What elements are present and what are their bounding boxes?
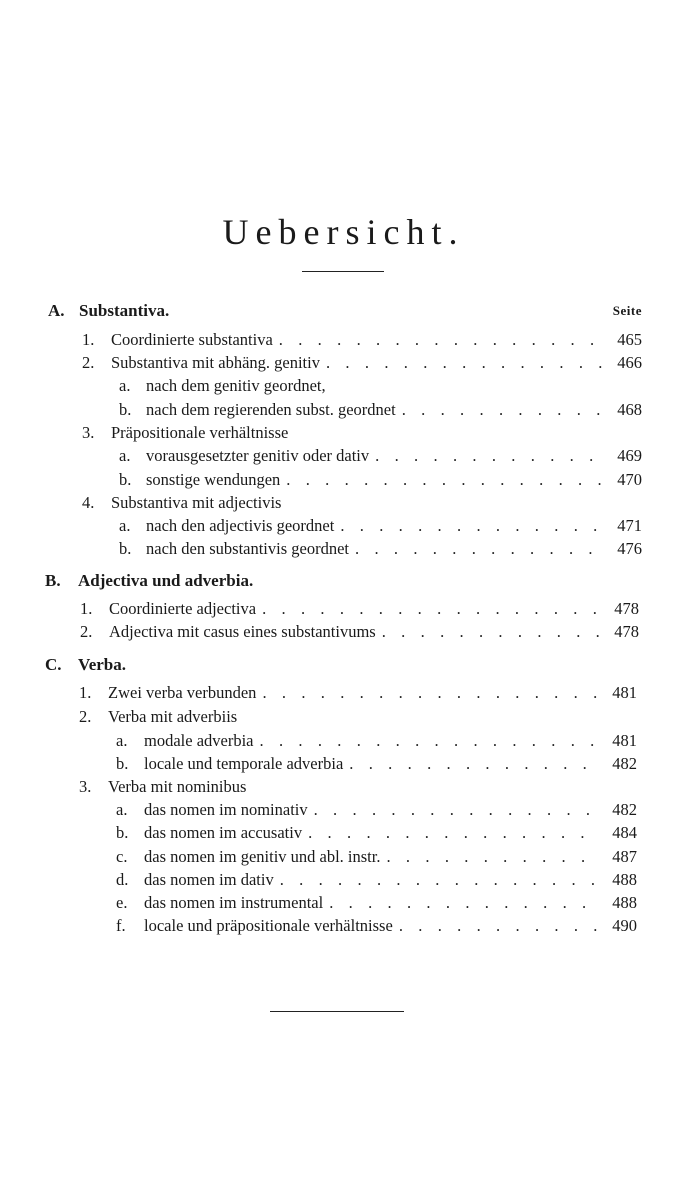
- dot-leader: [308, 821, 597, 845]
- entry-number: a.: [119, 516, 131, 535]
- page-title: Uebersicht.: [222, 212, 465, 252]
- entry-page: 476: [617, 539, 642, 558]
- section-title: Adjectiva und adverbia.: [78, 571, 254, 590]
- dot-leader: [286, 468, 602, 492]
- entry-title: Verba mit nominibus: [108, 777, 247, 796]
- dot-leader: [340, 514, 602, 538]
- entry-page: 465: [617, 330, 642, 349]
- entry-title: nach den adjectivis geordnet: [146, 516, 335, 535]
- entry-title: nach dem regierenden subst. geordnet: [146, 400, 396, 419]
- dot-leader: [382, 620, 599, 644]
- dot-leader: [386, 845, 597, 869]
- entry-number: c.: [116, 847, 128, 866]
- toc-entry: [119, 514, 642, 538]
- entry-page: 468: [617, 400, 642, 419]
- entry-page: 471: [617, 516, 642, 535]
- section-b-heading: [45, 569, 642, 593]
- toc-entry: [116, 868, 637, 892]
- toc-entry: [116, 798, 637, 822]
- section-letter: A.: [48, 301, 65, 320]
- dot-leader: [262, 681, 597, 705]
- entry-title: Adjectiva mit casus eines substantivums: [109, 622, 376, 641]
- entry-number: 1.: [79, 683, 92, 702]
- dot-leader: [260, 729, 598, 753]
- entry-page: 470: [617, 470, 642, 489]
- entry-number: 4.: [82, 493, 95, 512]
- entry-number: f.: [116, 916, 126, 935]
- dot-leader: [399, 914, 597, 938]
- entry-title: das nomen im nominativ: [144, 800, 308, 819]
- entry-title: Substantiva mit adjectivis: [111, 493, 282, 512]
- entry-page: 484: [612, 823, 637, 842]
- entry-number: b.: [116, 823, 129, 842]
- entry-number: a.: [119, 376, 131, 395]
- toc-entry: [116, 729, 637, 753]
- toc-entry: [79, 775, 637, 799]
- entry-title: nach den substantivis geordnet: [146, 539, 349, 558]
- toc-entry: [116, 891, 637, 915]
- entry-title: das nomen im instrumental: [144, 893, 324, 912]
- dot-leader: [375, 444, 602, 468]
- entry-number: b.: [116, 754, 129, 773]
- toc-entry: [82, 421, 642, 445]
- entry-number: 2.: [82, 353, 95, 372]
- entry-title: Präpositionale verhältnisse: [111, 423, 289, 442]
- toc-entry: [82, 328, 642, 352]
- entry-page: 481: [612, 683, 637, 702]
- entry-title: modale adverbia: [144, 731, 254, 750]
- toc-entry: [119, 468, 642, 492]
- dot-leader: [262, 597, 599, 621]
- entry-number: a.: [116, 800, 128, 819]
- entry-number: e.: [116, 893, 128, 912]
- toc-entry: [116, 821, 637, 845]
- section-a-heading: [48, 299, 642, 323]
- entry-number: 1.: [82, 330, 95, 349]
- entry-number: d.: [116, 870, 129, 889]
- entry-page: 490: [612, 916, 637, 935]
- dot-leader: [279, 328, 602, 352]
- entry-number: 2.: [80, 622, 93, 641]
- entry-title: vorausgesetzter genitiv oder dativ: [146, 446, 370, 465]
- entry-page: 482: [612, 754, 637, 773]
- entry-number: b.: [119, 539, 132, 558]
- entry-title: Coordinierte substantiva: [111, 330, 273, 349]
- entry-title: das nomen im accusativ: [144, 823, 303, 842]
- entry-number: b.: [119, 400, 132, 419]
- entry-page: 469: [617, 446, 642, 465]
- entry-number: 2.: [79, 707, 92, 726]
- toc-entry: [80, 597, 639, 621]
- section-title: Verba.: [78, 655, 127, 674]
- dot-leader: [402, 398, 602, 422]
- entry-page: 487: [612, 847, 637, 866]
- toc-entry: [79, 705, 637, 729]
- dot-leader: [280, 868, 597, 892]
- entry-page: 481: [612, 731, 637, 750]
- entry-title: Zwei verba verbunden: [108, 683, 257, 702]
- entry-number: 3.: [82, 423, 95, 442]
- title-rule: [302, 271, 384, 272]
- toc-entry: [82, 351, 642, 375]
- toc-entry: [119, 537, 642, 561]
- toc-entry: [79, 681, 637, 705]
- entry-number: a.: [116, 731, 128, 750]
- toc-entry: [119, 374, 642, 398]
- section-letter: B.: [45, 571, 61, 590]
- dot-leader: [355, 537, 602, 561]
- entry-number: b.: [119, 470, 132, 489]
- toc-entry: [119, 444, 642, 468]
- toc-entry: [82, 491, 642, 515]
- entry-title: locale und temporale adverbia: [144, 754, 344, 773]
- dot-leader: [349, 752, 597, 776]
- entry-page: 478: [614, 622, 639, 641]
- page-column-label: Seite: [612, 303, 642, 318]
- closing-rule: [270, 1011, 404, 1012]
- entry-page: 478: [614, 599, 639, 618]
- entry-title: nach dem genitiv geordnet,: [146, 376, 326, 395]
- toc-entry: [119, 398, 642, 422]
- section-title: Substantiva.: [79, 301, 170, 320]
- entry-title: Coordinierte adjectiva: [109, 599, 257, 618]
- entry-title: das nomen im dativ: [144, 870, 274, 889]
- entry-title: Verba mit adverbiis: [108, 707, 238, 726]
- toc-entry: [116, 845, 637, 869]
- toc-entry: [116, 752, 637, 776]
- toc-entry: [80, 620, 639, 644]
- section-letter: C.: [45, 655, 62, 674]
- entry-title: sonstige wendungen: [146, 470, 281, 489]
- toc-entry: [116, 914, 637, 938]
- entry-number: 3.: [79, 777, 92, 796]
- section-c-heading: [45, 653, 642, 677]
- dot-leader: [329, 891, 597, 915]
- dot-leader: [326, 351, 602, 375]
- entry-title: Substantiva mit abhäng. genitiv: [111, 353, 320, 372]
- entry-title: das nomen im genitiv und abl. instr.: [144, 847, 381, 866]
- entry-page: 482: [612, 800, 637, 819]
- entry-title: locale und präpositionale verhältnisse: [144, 916, 393, 935]
- entry-number: 1.: [80, 599, 93, 618]
- dot-leader: [314, 798, 597, 822]
- entry-number: a.: [119, 446, 131, 465]
- entry-page: 488: [612, 870, 637, 889]
- entry-page: 488: [612, 893, 637, 912]
- entry-page: 466: [617, 353, 642, 372]
